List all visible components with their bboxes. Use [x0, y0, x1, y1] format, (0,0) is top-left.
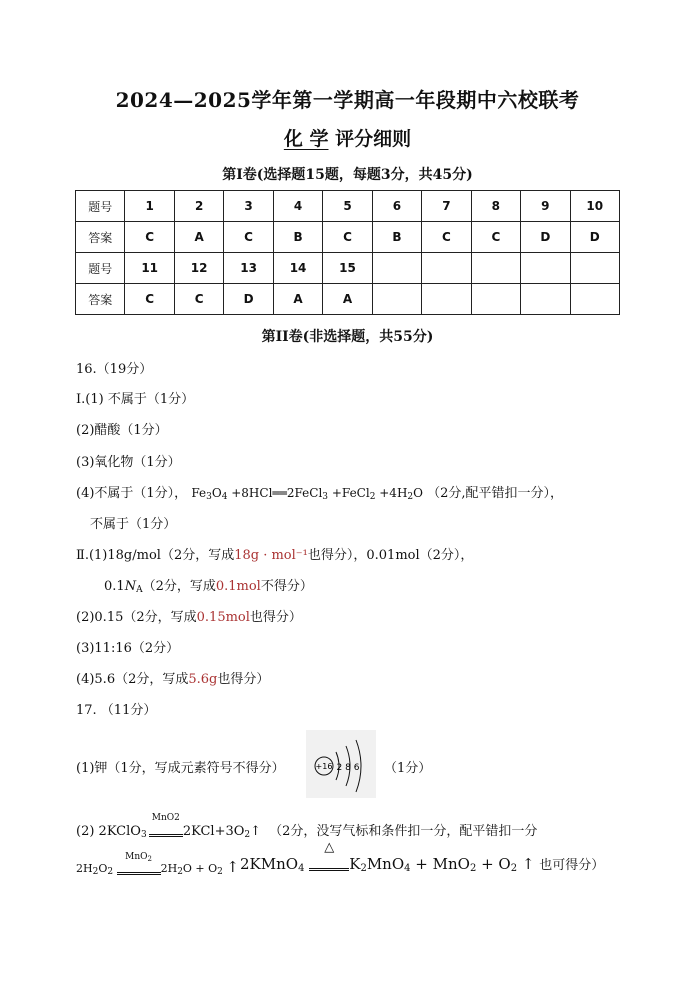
q16-ii1: Ⅱ.(1)18g/mol（2分，写成18g · mol⁻¹也得分），0.01mol（2分）， — [76, 548, 474, 563]
q16-i2: (2)醋酸（1分） — [76, 423, 168, 438]
q16-i4-note: （2分,配平错扣一分）， — [427, 486, 564, 501]
q17-p2-note: （2分，没写气标和条件扣一分，配平错扣一分 — [269, 824, 538, 839]
q16-heading: 16.（19分） — [76, 362, 153, 377]
reaction-arrow: MnO2 — [149, 824, 183, 839]
q17-eq-kmno4: 2KMnO$_4$ △ $K_2MnO_4 + MnO_2 + O_2$ ↑ 也可得分） — [240, 840, 605, 874]
answer-cell: C — [174, 284, 223, 315]
page-subtitle — [0, 124, 695, 151]
answer-cell: D — [224, 284, 273, 315]
answer-cell: D — [521, 222, 570, 253]
answer-cell: C — [471, 222, 520, 253]
question-number: 2 — [174, 191, 223, 222]
question-number — [570, 253, 619, 284]
q16-ii2: (2)0.15（2分，写成0.15mol也得分） — [76, 610, 302, 625]
q16-ii3: (3)11:16（2分） — [76, 641, 180, 656]
q17-p1-score: （1分） — [384, 761, 432, 776]
nucleus-charge: +16 — [315, 762, 333, 771]
answer-cell: C — [125, 284, 174, 315]
question-number: 6 — [372, 191, 421, 222]
subject-name: 化 学 — [283, 128, 329, 150]
q16-i4-b: 不属于（1分） — [90, 517, 177, 532]
q16-ii1-c: $0.1N_A(2$分，写成0.1mol不得分） — [104, 579, 313, 595]
question-number — [372, 253, 421, 284]
question-number — [521, 253, 570, 284]
answer-cell: A — [174, 222, 223, 253]
answer-cell: C — [323, 222, 372, 253]
question-number: 12 — [174, 253, 223, 284]
question-number — [471, 253, 520, 284]
section-1-heading: 第Ⅰ卷(选择题15题，每题3分，共45分) — [222, 167, 473, 183]
q16-i4-answer: (4)不属于（1分）， — [76, 486, 188, 501]
question-number: 8 — [471, 191, 520, 222]
q16-i3: (3)氧化物（1分） — [76, 455, 181, 470]
q17-heading: 17. （11分） — [76, 703, 157, 718]
answer-cell — [372, 284, 421, 315]
atom-structure-diagram — [306, 730, 376, 798]
question-number: 14 — [273, 253, 322, 284]
question-number — [422, 253, 471, 284]
heat-arrow: △ — [309, 855, 349, 873]
question-number: 10 — [570, 191, 619, 222]
question-number: 11 — [125, 253, 174, 284]
q17-p2: (2) 2KClO$_3$ MnO2 $2KCl+3O_2↑$ （2分，没写气标和条件扣一分，配平错扣一分 — [76, 813, 538, 840]
answer-cell: C — [224, 222, 273, 253]
answer-cell: A — [323, 284, 372, 315]
table-row — [76, 222, 620, 253]
question-number: 3 — [224, 191, 273, 222]
answer-cell — [570, 284, 619, 315]
table-row — [76, 284, 620, 315]
section-2-heading: 第II卷(非选择题，共55分) — [261, 329, 434, 345]
answer-cell: C — [125, 222, 174, 253]
question-number: 15 — [323, 253, 372, 284]
row-label: 答案 — [76, 222, 125, 253]
answer-cell: B — [372, 222, 421, 253]
answer-table — [75, 190, 620, 315]
answer-cell: D — [570, 222, 619, 253]
q16-i1: Ⅰ.(1) 不属于（1分） — [76, 392, 195, 407]
answer-cell — [471, 284, 520, 315]
row-label: 题号 — [76, 253, 125, 284]
question-number: 7 — [422, 191, 471, 222]
question-number: 1 — [125, 191, 174, 222]
answer-cell: A — [273, 284, 322, 315]
reaction-arrow: MnO$_2$ — [117, 862, 161, 875]
shell-electrons: 2 8 6 — [336, 763, 360, 773]
q17-eq-note: 也可得分） — [539, 858, 605, 873]
q16-i4 — [76, 482, 563, 502]
question-number: 9 — [521, 191, 570, 222]
q16-i4-equation: $Fe_3O_4$ +8HCl══2FeCl$_3$ +FeCl$_2$ $+4H_2O$ — [191, 486, 423, 502]
sulfur-ion-diagram-icon — [306, 730, 376, 798]
row-label: 答案 — [76, 284, 125, 315]
subtitle-rest: 评分细则 — [335, 128, 412, 150]
question-number: 13 — [224, 253, 273, 284]
q16-ii4: (4)5.6（2分，写成5.6g也得分） — [76, 672, 270, 687]
question-number: 5 — [323, 191, 372, 222]
table-row — [76, 253, 620, 284]
answer-cell: B — [273, 222, 322, 253]
answer-cell — [422, 284, 471, 315]
row-label: 题号 — [76, 191, 125, 222]
question-number: 4 — [273, 191, 322, 222]
table-row — [76, 191, 620, 222]
q17-p1: (1)钾（1分，写成元素符号不得分） — [76, 761, 285, 776]
answer-cell: C — [422, 222, 471, 253]
answer-cell — [521, 284, 570, 315]
page-title: 2024—2025学年第一学期高一年段期中六校联考 — [115, 88, 580, 112]
q17-eq-h2o2: $2H_2O_2$ MnO$_2$ $2H_2O + O_2$ ↑ — [76, 852, 239, 877]
